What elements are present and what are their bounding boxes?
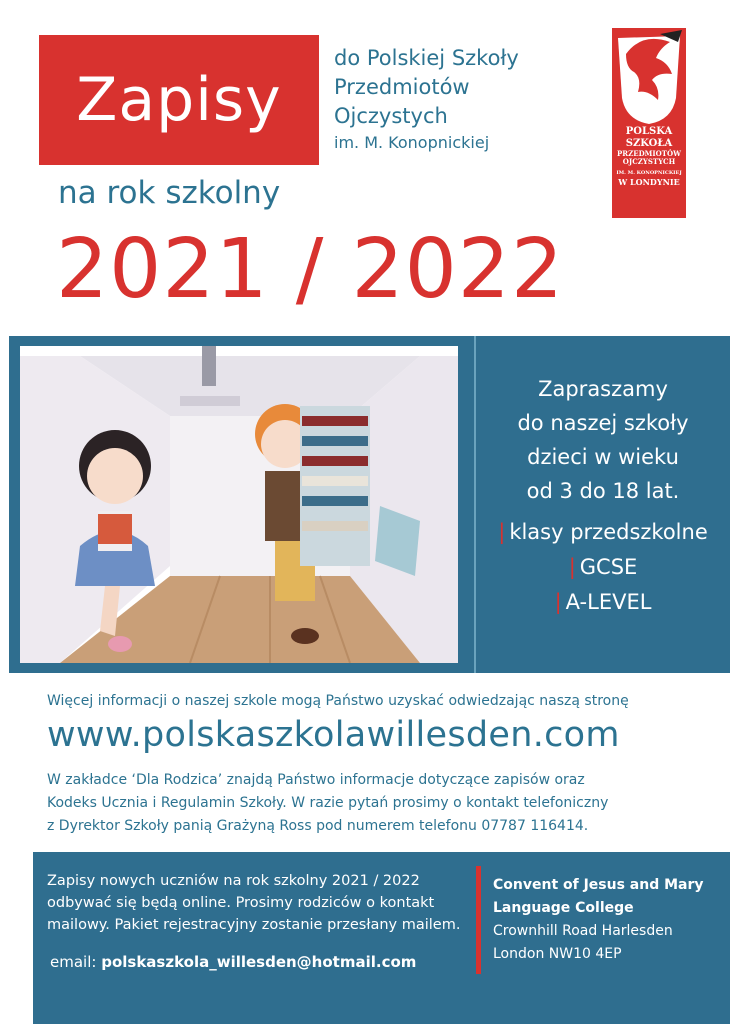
school-year: 2021 / 2022 — [56, 222, 565, 317]
red-bar-marker: | — [568, 555, 576, 579]
email-link[interactable]: polskaszkola_willesden@hotmail.com — [101, 953, 417, 971]
details-line: W zakładce ‘Dla Rodzica’ znajdą Państwo informacje dotyczące zapisów oraz — [47, 772, 585, 788]
invite-line: Zapraszamy — [538, 377, 668, 401]
level-item — [476, 515, 730, 550]
address-block — [493, 874, 704, 966]
details-line: Kodeks Ucznia i Regulamin Szkoły. W razie pytań prosimy o kontakt telefoniczny — [47, 795, 609, 811]
invite-text — [476, 372, 730, 508]
school-name-line: Ojczystych — [334, 104, 448, 128]
year-label: na rok szkolny — [58, 175, 281, 211]
enrollment-notice — [47, 870, 477, 936]
notice-line: Zapisy nowych uczniów na rok szkolny 2021 / 2022 — [47, 873, 420, 889]
logo-caption: POLSKA SZKOŁA PRZEDMIOTÓW OJCZYSTYCH IM. M. KONOPNICKIEJ W LONDYNIE — [616, 126, 682, 187]
children-illustration — [20, 346, 458, 663]
invite-line: dzieci w wieku — [527, 445, 679, 469]
level-label: klasy przedszkolne — [509, 520, 708, 544]
more-info-text: Więcej informacji o naszej szkole mogą Państwo uzyskać odwiedzając naszą stronę — [47, 693, 629, 709]
eagle-emblem-icon — [612, 28, 686, 218]
notice-line: mailowy. Pakiet rejestracyjny zostanie przesłany mailem. — [47, 917, 461, 933]
school-name — [334, 44, 519, 155]
email-label: email: — [50, 953, 97, 971]
invite-line: do naszej szkoły — [517, 411, 689, 435]
level-item — [476, 550, 730, 585]
notice-line: odbywać się będą online. Prosimy rodziców o kontakt — [47, 895, 435, 911]
level-item — [476, 585, 730, 620]
address-name: Language College — [493, 900, 634, 916]
red-bar-marker: | — [554, 590, 562, 614]
website-link[interactable]: www.polskaszkolawillesden.com — [47, 715, 620, 755]
address-name: Convent of Jesus and Mary — [493, 877, 704, 893]
school-logo — [612, 28, 686, 218]
school-patron: im. M. Konopnickiej — [334, 133, 490, 152]
details-line: z Dyrektor Szkoły panią Grażyną Ross pod numerem telefonu 07787 116414. — [47, 818, 589, 834]
page-title: Zapisy — [76, 65, 282, 135]
footer-divider — [476, 866, 481, 974]
address-line: Crownhill Road Harlesden — [493, 923, 673, 939]
school-name-line: do Polskiej Szkoły — [334, 46, 519, 70]
red-bar-marker: | — [498, 520, 506, 544]
level-label: A-LEVEL — [565, 590, 652, 614]
school-name-line: Przedmiotów — [334, 75, 470, 99]
title-banner — [39, 35, 319, 165]
email-contact — [50, 953, 416, 971]
illustration-image — [20, 346, 458, 663]
address-line: London NW10 4EP — [493, 946, 622, 962]
level-label: GCSE — [579, 555, 638, 579]
details-paragraph — [47, 769, 687, 838]
invite-line: od 3 do 18 lat. — [526, 479, 680, 503]
education-levels — [476, 515, 730, 620]
